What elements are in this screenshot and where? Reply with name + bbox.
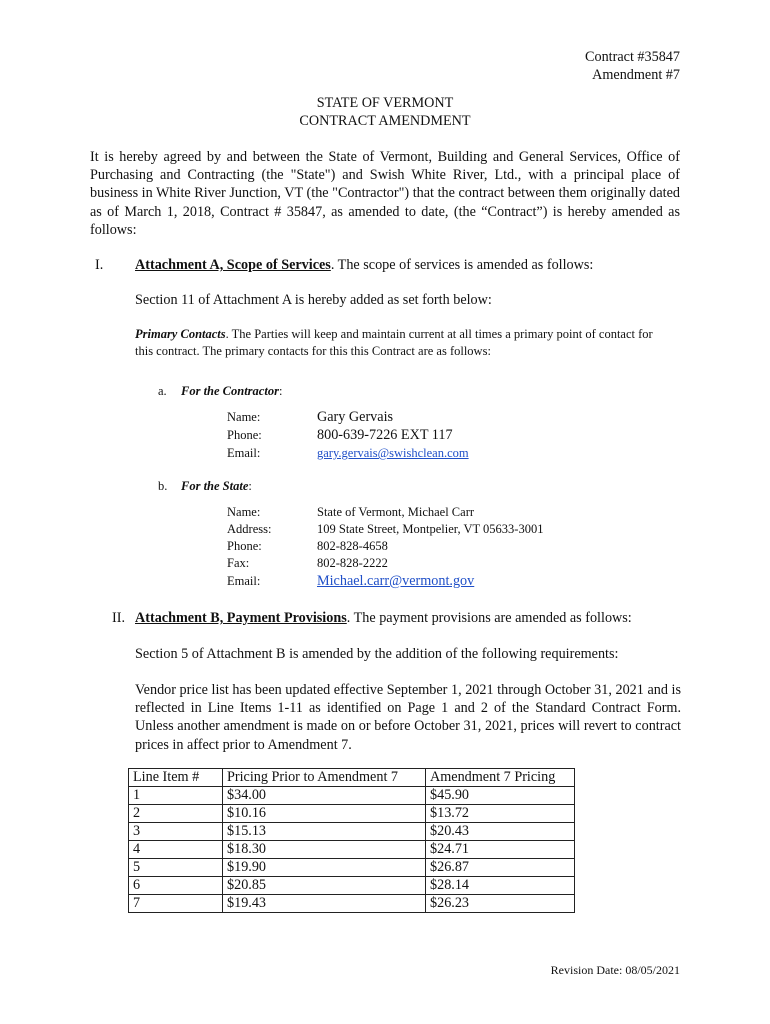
amendment-price-cell: $26.23 xyxy=(426,895,575,913)
amendment-price-cell: $24.71 xyxy=(426,841,575,859)
table-row xyxy=(129,841,575,859)
contractor-name-label: Name: xyxy=(227,410,261,424)
state-phone-value: 802-828-4658 xyxy=(317,539,388,553)
line-item-cell: 6 xyxy=(129,877,223,895)
amendment-price-cell: $20.43 xyxy=(426,823,575,841)
title-line-1: STATE OF VERMONT xyxy=(316,95,454,111)
state-label: For the State xyxy=(181,479,249,493)
state-address-label: Address: xyxy=(227,522,272,536)
amendment-price-cell: $28.14 xyxy=(426,877,575,895)
contractor-email-row xyxy=(227,444,469,462)
revision-date: Revision Date: 08/05/2021 xyxy=(550,963,680,977)
contractor-email-link[interactable]: gary.gervais@swishclean.com xyxy=(317,446,469,460)
state-fax-row xyxy=(227,555,543,572)
contract-header xyxy=(585,48,680,84)
line-item-cell: 1 xyxy=(129,787,223,805)
pricing-table xyxy=(128,768,575,913)
state-colon: : xyxy=(248,479,252,493)
state-name-label: Name: xyxy=(227,505,261,519)
contractor-details xyxy=(227,408,469,462)
prior-price-cell: $15.13 xyxy=(223,823,426,841)
prior-price-cell: $19.90 xyxy=(223,859,426,877)
state-name-row xyxy=(227,504,543,521)
contractor-colon: : xyxy=(278,384,283,398)
table-row xyxy=(129,877,575,895)
header-prior-pricing: Pricing Prior to Amendment 7 xyxy=(223,769,426,787)
prior-price-cell: $19.43 xyxy=(223,895,426,913)
prior-price-cell: $18.30 xyxy=(223,841,426,859)
table-row xyxy=(129,895,575,913)
state-details xyxy=(227,504,543,590)
title-line-2: CONTRACT AMENDMENT xyxy=(299,113,471,130)
line-item-cell: 3 xyxy=(129,823,223,841)
section-1-heading-title: Attachment A, Scope of Services xyxy=(135,257,331,273)
line-item-cell: 4 xyxy=(129,841,223,859)
document-title xyxy=(0,94,770,130)
state-fax-value: 802-828-2222 xyxy=(317,556,388,570)
table-row xyxy=(129,859,575,877)
amendment-number: Amendment #7 xyxy=(592,67,680,84)
contract-number: Contract #35847 xyxy=(585,49,680,65)
section-2-heading-rest: . The payment provisions are amended as follows: xyxy=(346,610,632,626)
contractor-email-label: Email: xyxy=(227,446,261,460)
line-item-cell: 5 xyxy=(129,859,223,877)
state-address-value: 109 State Street, Montpelier, VT 05633-3001 xyxy=(317,522,544,536)
state-fax-label: Fax: xyxy=(227,556,250,570)
section-1-heading xyxy=(135,256,593,274)
amendment-price-cell: $26.87 xyxy=(426,859,575,877)
contractor-letter: a. xyxy=(158,384,167,398)
section-2-amended-text: Section 5 of Attachment B is amended by the addition of the following requirements: xyxy=(135,646,619,662)
state-letter: b. xyxy=(158,479,168,493)
prior-price-cell: $34.00 xyxy=(223,787,426,805)
section-2-heading xyxy=(135,609,632,627)
state-name-value: State of Vermont, Michael Carr xyxy=(317,505,475,519)
line-item-cell: 2 xyxy=(129,805,223,823)
section-1-numeral: I. xyxy=(95,257,104,273)
table-row xyxy=(129,787,575,805)
section-1-added-text: Section 11 of Attachment A is hereby added as set forth below: xyxy=(135,292,492,308)
prior-price-cell: $10.16 xyxy=(223,805,426,823)
section-2-heading-title: Attachment B, Payment Provisions xyxy=(135,610,347,626)
amendment-price-cell: $13.72 xyxy=(426,805,575,823)
state-heading xyxy=(181,478,252,495)
contractor-name-row xyxy=(227,408,469,426)
state-phone-label: Phone: xyxy=(227,539,262,553)
line-item-cell: 7 xyxy=(129,895,223,913)
state-address-row xyxy=(227,521,543,538)
section-1-heading-rest: . The scope of services is amended as follows: xyxy=(330,257,594,273)
pricing-table-header xyxy=(129,769,575,787)
header-line-item: Line Item # xyxy=(129,769,223,787)
primary-contacts-label: Primary Contacts xyxy=(135,327,226,341)
primary-contacts-paragraph xyxy=(135,326,655,360)
intro-paragraph: It is hereby agreed by and between the State of Vermont, Building and General Services, Office of Purchasing and Contracting (the "State") and Swish White River, Ltd., with a principal place of business in White River Junction, VT (the "Contractor") that the contract between them originally dated as of March 1, 2018, Contract # 35847, as amended to date, (the “Contract”) is hereby amended as follows: xyxy=(90,149,680,238)
contractor-label: For the Contractor xyxy=(181,384,279,398)
table-row xyxy=(129,823,575,841)
amendment-price-cell: $45.90 xyxy=(426,787,575,805)
state-phone-row xyxy=(227,538,543,555)
price-paragraph: Vendor price list has been updated effective September 1, 2021 through October 31, 2021 and is reflected in Line Items 1-11 as identified on Page 1 and 2 of the Standard Contract Form. Unless another amendment is made on or before October 31, 2021, prices will revert to contract prices in affect prior to Amendment 7. xyxy=(135,682,681,753)
contractor-phone-value: 800-639-7226 EXT 117 xyxy=(317,427,453,443)
state-email-link[interactable]: Michael.carr@vermont.gov xyxy=(317,573,475,589)
header-amendment-pricing: Amendment 7 Pricing xyxy=(426,769,575,787)
contractor-phone-label: Phone: xyxy=(227,428,262,442)
contractor-name-value: Gary Gervais xyxy=(317,409,394,425)
state-email-label: Email: xyxy=(227,574,261,588)
prior-price-cell: $20.85 xyxy=(223,877,426,895)
contractor-phone-row xyxy=(227,426,469,444)
section-2-numeral: II. xyxy=(112,610,125,626)
table-row xyxy=(129,805,575,823)
state-email-row xyxy=(227,572,543,590)
contractor-heading xyxy=(181,383,282,400)
primary-contacts-text: . The Parties will keep and maintain current at all times a primary point of contact for this contract. The primary contacts for this this Contract are as follows: xyxy=(135,327,653,358)
